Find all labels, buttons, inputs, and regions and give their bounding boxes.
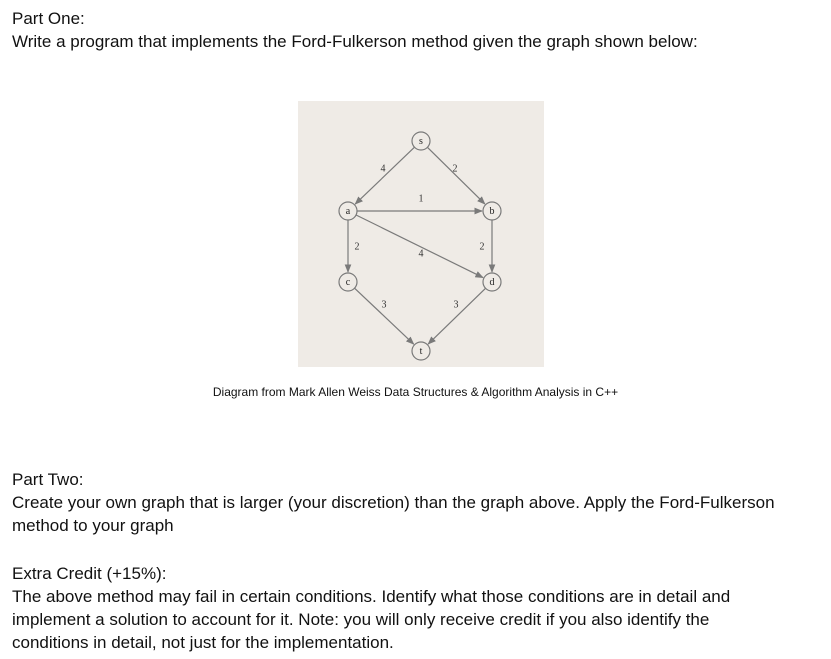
edge-label-s-b: 2 — [452, 163, 458, 175]
edge-label-a-b: 1 — [418, 193, 424, 205]
part-one-heading: Part One: — [12, 9, 85, 28]
node-t — [412, 342, 430, 360]
node-s — [412, 132, 430, 150]
edge-label-c-t: 3 — [381, 299, 387, 311]
node-c — [339, 273, 357, 291]
node-label-c: c — [345, 276, 351, 288]
part-one-instruction: Write a program that implements the Ford-Fulkerson method given the graph shown below: — [12, 32, 698, 51]
figure-caption: Diagram from Mark Allen Weiss Data Structures & Algorithm Analysis in C++ — [212, 385, 619, 399]
graph-figure — [298, 101, 544, 367]
node-label-d: d — [489, 276, 495, 288]
node-label-a: a — [345, 205, 351, 217]
extra-credit-heading: Extra Credit (+15%): — [12, 564, 167, 583]
part-two-heading: Part Two: — [12, 470, 84, 489]
node-b — [483, 202, 501, 220]
edge-label-a-d: 4 — [418, 248, 424, 260]
part-two-line-2: method to your graph — [12, 516, 174, 535]
node-d — [483, 273, 501, 291]
node-label-b: b — [489, 205, 495, 217]
extra-credit-line-1: The above method may fail in certain conditions. Identify what those conditions are in detail and — [12, 587, 731, 606]
flow-network-diagram — [298, 101, 544, 367]
extra-credit-line-3: conditions in detail, not just for the implementation. — [12, 633, 394, 652]
edge-label-b-d: 2 — [479, 241, 485, 253]
part-two-line-1: Create your own graph that is larger (your discretion) than the graph above. Apply the Ford-Fulkerson — [12, 493, 775, 512]
edge-label-s-a: 4 — [380, 163, 386, 175]
node-a — [339, 202, 357, 220]
extra-credit-line-2: implement a solution to account for it. Note: you will only receive credit if you also identify the — [12, 610, 710, 629]
edge-label-d-t: 3 — [453, 299, 459, 311]
node-label-s: s — [419, 135, 423, 147]
node-label-t: t — [419, 345, 423, 357]
edge-label-a-c: 2 — [354, 241, 360, 253]
